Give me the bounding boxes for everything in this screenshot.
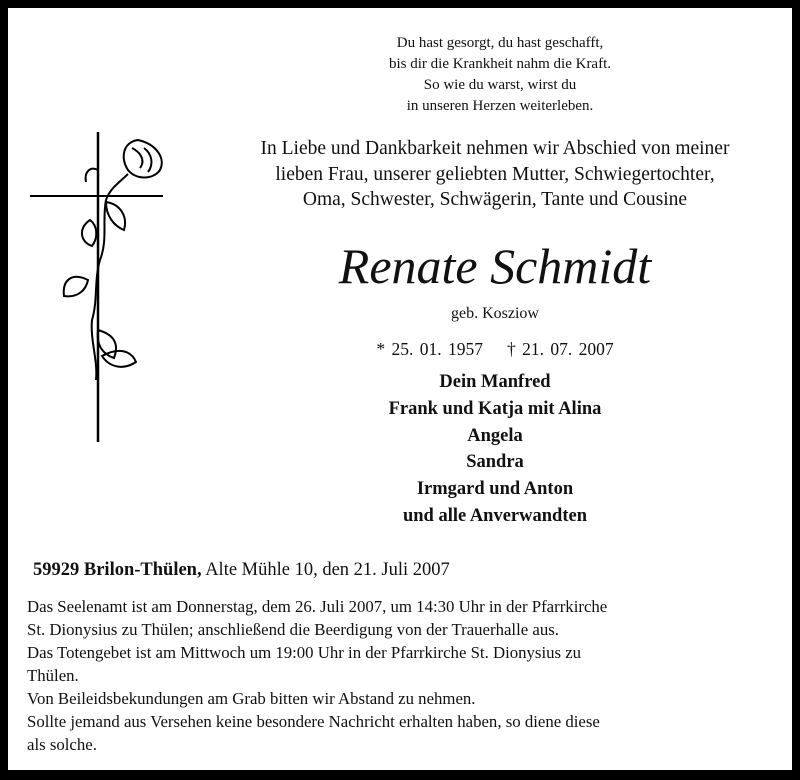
- mourner: Irmgard und Anton: [416, 479, 574, 500]
- poem-line: Du hast gesorgt, du hast geschafft,: [396, 35, 604, 51]
- poem-line: in unseren Herzen weiterleben.: [406, 98, 594, 114]
- intro-line: In Liebe und Dankbarkeit nehmen wir Abschied von meiner: [260, 138, 730, 159]
- intro-line: lieben Frau, unserer geliebten Mutter, Schwiegertochter,: [275, 163, 715, 185]
- deceased-name: Renate Schmidt: [338, 238, 652, 294]
- details-line: St. Dionysius zu Thülen; anschließend die Beerdigung von der Trauerhalle aus.: [27, 620, 559, 639]
- intro-text: [103, 136, 800, 213]
- poem: [108, 33, 800, 117]
- details-line: als solche.: [27, 735, 97, 754]
- address-line: [33, 560, 450, 581]
- mourner: Frank und Katja mit Alina: [388, 398, 602, 419]
- poem-line: bis dir die Krankheit nahm die Kraft.: [388, 56, 612, 72]
- funeral-details: [27, 595, 787, 756]
- address-rest: Alte Mühle 10, den 21. Juli 2007: [201, 560, 450, 580]
- details-line: Von Beileidsbekundungen am Grab bitten wir Abstand zu nehmen.: [27, 689, 476, 708]
- mourners-list: [103, 369, 800, 530]
- mourner: und alle Anverwandten: [402, 505, 587, 526]
- mourner: Dein Manfred: [439, 372, 551, 392]
- address-place: 59929 Brilon-Thülen,: [33, 560, 202, 580]
- mourner: Angela: [467, 425, 523, 446]
- maiden-name: geb. Kosziow: [451, 305, 539, 322]
- obituary-notice: [8, 8, 792, 770]
- death-date: † 21. 07. 2007: [507, 339, 614, 359]
- birth-date: * 25. 01. 1957: [376, 339, 483, 359]
- life-dates: [103, 339, 800, 360]
- details-line: Sollte jemand aus Versehen keine besondere Nachricht erhalten haben, so diene diese: [27, 712, 600, 731]
- details-line: Das Seelenamt ist am Donnerstag, dem 26. Juli 2007, um 14:30 Uhr in der Pfarrkirche: [27, 597, 608, 616]
- poem-line: So wie du warst, wirst du: [423, 77, 577, 93]
- intro-line: Oma, Schwester, Schwägerin, Tante und Cousine: [302, 189, 688, 210]
- details-line: Das Totengebet ist am Mittwoch um 19:00 Uhr in der Pfarrkirche St. Dionysius zu: [27, 643, 582, 662]
- mourner: Sandra: [466, 452, 524, 473]
- details-line: Thülen.: [27, 666, 79, 685]
